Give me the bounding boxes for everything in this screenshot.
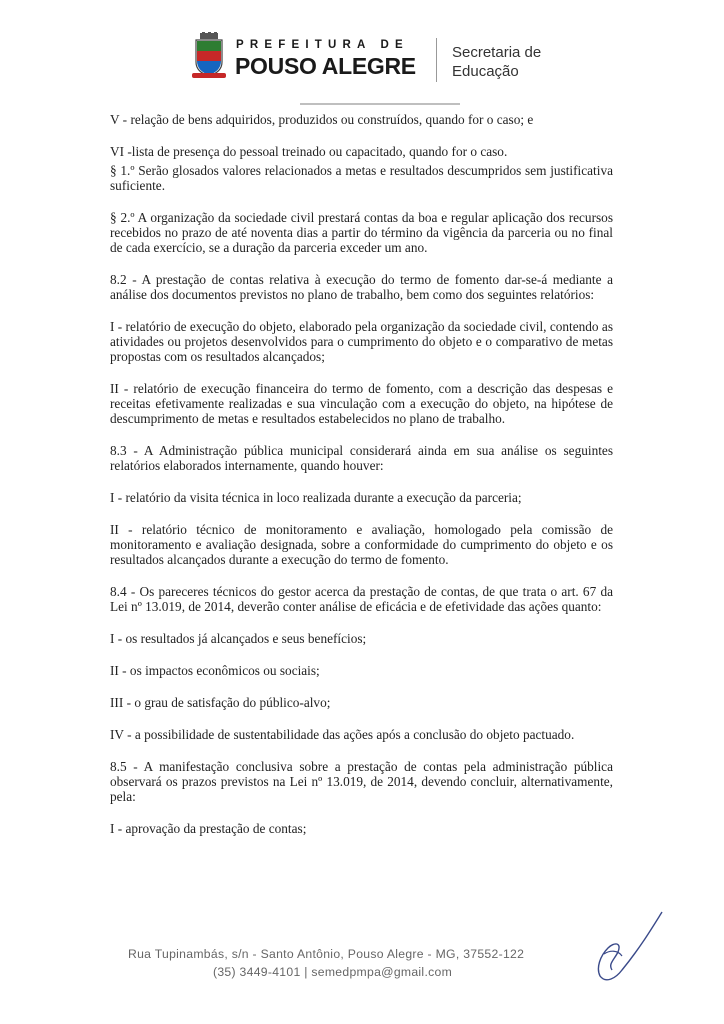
city-crest-icon — [191, 32, 227, 80]
paragraph: 8.5 - A manifestação conclusiva sobre a prestação de contas pela administração pública observará os prazos previstos na Lei nº 13.019, de 2014, devendo concluir, alternativamente, pela: — [110, 759, 613, 804]
footer-contact: (35) 3449-4101 | semedpmpa@gmail.com — [213, 965, 453, 979]
paragraph: II - os impactos econômicos ou sociais; — [110, 663, 320, 678]
paragraph: II - relatório técnico de monitoramento e avaliação, homologado pela comissão de monitoramento e avaliação designada, sobre a conformidade do cumprimento do objeto e os resultados alcançados durante a execução do termo de fomento. — [110, 522, 613, 567]
paragraph: 8.4 - Os pareceres técnicos do gestor acerca da prestação de contas, de que trata o art. 67 da Lei nº 13.019, de 2014, deverão conter análise de eficácia e de efetividade das ações quanto: — [110, 584, 613, 614]
signature-icon — [592, 908, 672, 988]
paragraph: V - relação de bens adquiridos, produzidos ou construídos, quando for o caso; e — [110, 112, 534, 127]
department-line-2: Educação — [452, 63, 519, 80]
paragraph: § 2.º A organização da sociedade civil prestará contas da boa e regular aplicação dos recursos recebidos no prazo de até noventa dias a partir do término da vigência da parceria ou no final de cada exercício, se a duração da parceria exceder um ano. — [110, 210, 613, 255]
paragraph: 8.2 - A prestação de contas relativa à execução do termo de fomento dar-se-á mediante a análise dos documentos previstos no plano de trabalho, bem como dos seguintes relatórios: — [110, 272, 613, 302]
document-body — [110, 112, 613, 853]
header-rule — [300, 103, 460, 105]
paragraph: I - os resultados já alcançados e seus benefícios; — [110, 631, 367, 646]
paragraph: I - aprovação da prestação de contas; — [110, 821, 307, 836]
paragraph: § 1.º Serão glosados valores relacionados a metas e resultados descumpridos sem justificativa suficiente. — [110, 163, 613, 193]
logo-main-text: POUSO ALEGRE — [235, 53, 416, 79]
footer-address: Rua Tupinambás, s/n - Santo Antônio, Pouso Alegre - MG, 37552-122 — [128, 947, 525, 961]
paragraph: I - relatório da visita técnica in loco realizada durante a execução da parceria; — [110, 490, 522, 505]
logo-divider — [436, 38, 437, 82]
logo-top-text: PREFEITURA DE — [236, 39, 409, 51]
department-line-1: Secretaria de — [452, 44, 542, 61]
paragraph: VI -lista de presença do pessoal treinado ou capacitado, quando for o caso. — [110, 144, 508, 159]
paragraph: 8.3 - A Administração pública municipal considerará ainda em sua análise os seguintes relatórios elaborados internamente, quando houver: — [110, 443, 613, 473]
letterhead — [0, 0, 724, 110]
paragraph: II - relatório de execução financeira do termo de fomento, com a descrição das despesas e receitas efetivamente realizadas e sua vinculação com a execução do objeto, na hipótese de descumprimento de metas e resultados estabelecidos no plano de trabalho. — [110, 381, 613, 426]
paragraph: III - o grau de satisfação do público-alvo; — [110, 695, 331, 710]
paragraph: I - relatório de execução do objeto, elaborado pela organização da sociedade civil, contendo as atividades ou projetos desenvolvidos para o cumprimento do objeto e o comparativo de metas propostas com os resultados alcançados; — [110, 319, 613, 364]
paragraph: IV - a possibilidade de sustentabilidade das ações após a conclusão do objeto pactuado. — [110, 727, 575, 742]
